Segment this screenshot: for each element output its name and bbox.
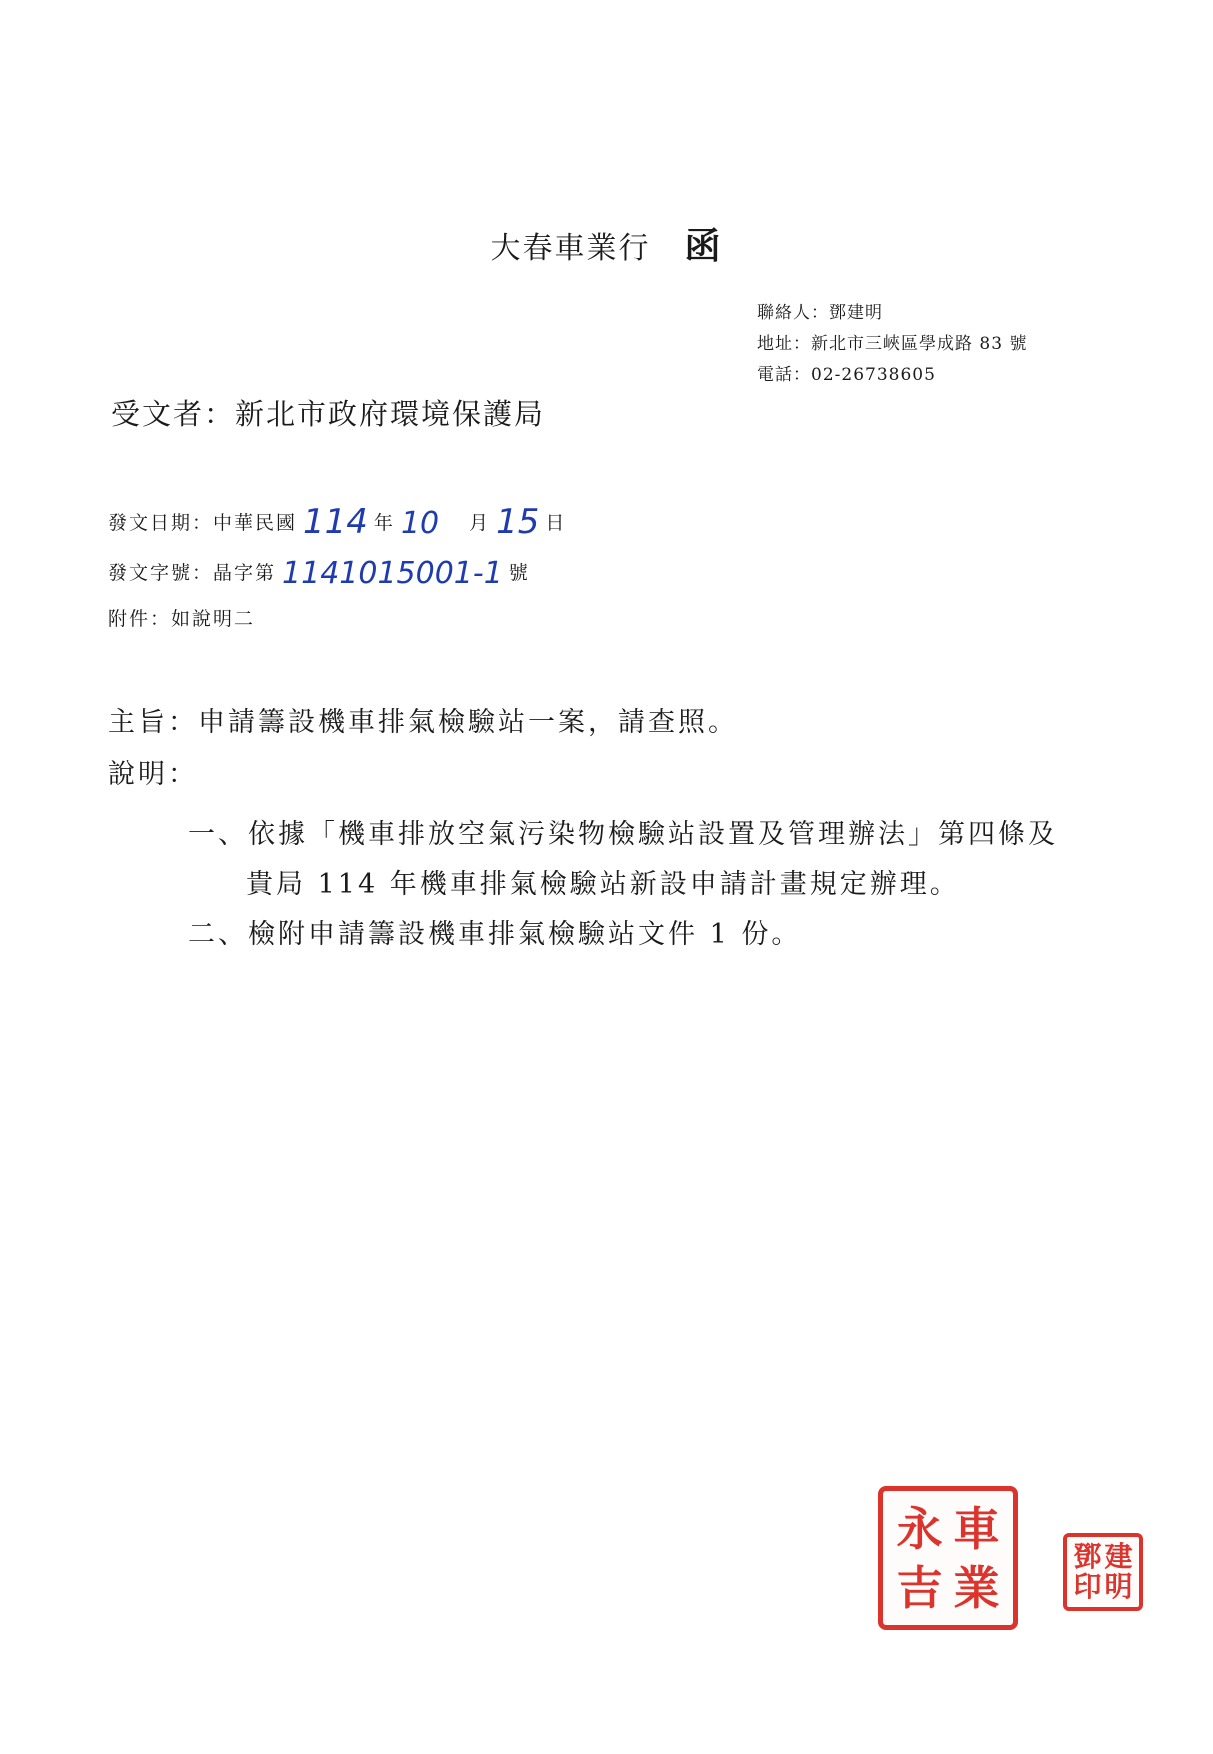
handwritten-day: 15	[496, 502, 540, 542]
org-name: 大春車業行	[490, 231, 651, 266]
company-seal-char: 車	[953, 1501, 1000, 1556]
reference-number	[108, 556, 530, 591]
handwritten-month: 10	[400, 506, 440, 541]
issue-date-prefix: 發文日期：中華民國	[108, 512, 298, 534]
doc-type: 函	[684, 225, 723, 267]
company-seal	[878, 1486, 1018, 1630]
day-label: 日	[545, 512, 567, 534]
explanation-label: 說明：	[108, 759, 198, 790]
contact-person: 聯絡人：鄧建明	[757, 303, 883, 323]
personal-seal	[1063, 1533, 1143, 1611]
reference-suffix: 號	[508, 562, 530, 584]
explanation-item-2: 二、檢附申請籌設機車排氣檢驗站文件 1 份。	[188, 919, 802, 950]
contact-phone: 電話：02-26738605	[757, 365, 936, 385]
personal-seal-char: 印	[1073, 1570, 1102, 1603]
personal-seal-char: 鄧	[1073, 1540, 1102, 1573]
company-seal-char: 永	[896, 1501, 943, 1556]
personal-seal-char: 明	[1104, 1570, 1133, 1603]
year-label: 年	[373, 512, 395, 534]
subject: 主旨：申請籌設機車排氣檢驗站一案，請查照。	[108, 707, 738, 738]
recipient: 受文者：新北市政府環境保護局	[111, 397, 546, 431]
explanation-item-1: 一、依據「機車排放空氣污染物檢驗站設置及管理辦法」第四條及	[188, 819, 1058, 850]
personal-seal-char: 建	[1104, 1540, 1133, 1573]
issue-date	[108, 502, 566, 542]
company-seal-char: 吉	[896, 1560, 943, 1615]
reference-prefix: 發文字號：晶字第	[108, 562, 277, 584]
explanation-item-1-cont: 貴局 114 年機車排氣檢驗站新設申請計畫規定辦理。	[246, 869, 960, 900]
month-label: 月	[469, 512, 491, 534]
company-seal-char: 業	[953, 1560, 1000, 1615]
contact-address: 地址：新北市三峽區學成路 83 號	[757, 334, 1028, 354]
handwritten-year: 114	[303, 502, 368, 542]
handwritten-ref-number: 1141015001-1	[282, 556, 503, 591]
document-title	[0, 218, 1213, 269]
contact-block	[757, 298, 1027, 391]
attachment: 附件：如說明二	[108, 608, 256, 630]
